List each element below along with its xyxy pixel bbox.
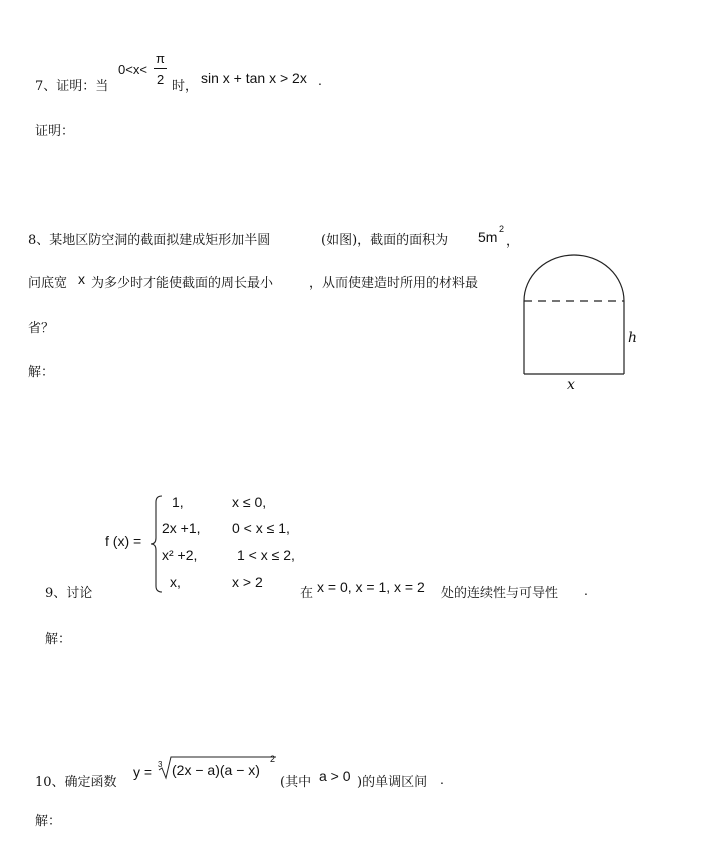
problem-9-at: 在	[300, 586, 314, 601]
semicircle-arc	[524, 255, 624, 301]
problem-9-points: x = 0, x = 1, x = 2	[317, 579, 425, 595]
problem-10-func-y: y =	[133, 764, 153, 780]
problem-8-line1-b: (如图)，截面的面积为	[321, 233, 449, 248]
problem-10-note-b: )的单调区间	[357, 775, 428, 790]
problem-10-radicand-sup: 2	[270, 754, 276, 764]
case-2-value: 2x +1,	[162, 520, 201, 536]
problem-7-shi: 时，	[172, 79, 199, 94]
problem-10-root-index: 3	[158, 760, 163, 769]
problem-7-pi: π	[156, 51, 165, 66]
problem-10-note-a: (其中	[280, 775, 312, 790]
problem-8-line2-c: ，从而使建造时所用的材料最	[309, 276, 479, 291]
case-1-value: 1,	[172, 494, 184, 510]
problem-9-number: 9、讨论	[45, 586, 93, 601]
problem-9-solution-label: 解：	[45, 632, 72, 647]
problem-7-inequality: sin x + tan x > 2x	[201, 70, 307, 86]
tunnel-cross-section-figure	[515, 250, 655, 395]
problem-10-note-cond: a > 0	[319, 768, 351, 784]
problem-9-tail: 处的连续性与可导性	[441, 586, 559, 601]
problem-8-line2-b: 为多少时才能使截面的周长最小	[91, 276, 274, 291]
problem-7-period: .	[318, 72, 322, 88]
problem-8-line1-a: 8、某地区防空洞的截面拟建成矩形加半圆	[28, 233, 271, 248]
case-3-condition: 1 < x ≤ 2,	[237, 547, 295, 563]
problem-7-condition-lhs: 0<x<	[118, 62, 147, 77]
problem-8-solution-label: 解：	[28, 365, 55, 380]
problem-7-two: 2	[157, 72, 165, 87]
problem-8-area-sup: 2	[499, 224, 505, 234]
problem-10-period: .	[440, 771, 444, 787]
case-4-value: x,	[170, 574, 181, 590]
problem-8-comma: ，	[506, 234, 520, 249]
problem-8-area: 5m	[478, 229, 498, 245]
problem-10-solution-label: 解：	[35, 814, 62, 829]
case-3-value: x² +2,	[162, 547, 198, 563]
problem-9-period: .	[584, 582, 588, 598]
problem-8-line2-x: x	[78, 271, 85, 287]
figure-label-x: x	[567, 377, 575, 393]
problem-8-line3: 省？	[28, 321, 55, 336]
case-2-condition: 0 < x ≤ 1,	[232, 520, 290, 536]
problem-8-line2-a: 问底宽	[28, 276, 68, 291]
problem-7-proof-label: 证明：	[35, 124, 75, 139]
problem-10-number: 10、确定函数	[35, 775, 117, 790]
case-1-condition: x ≤ 0,	[232, 494, 267, 510]
problem-10-radicand: (2x − a)(a − x)	[172, 762, 260, 778]
figure-label-h: h	[628, 330, 638, 346]
piecewise-brace	[150, 494, 164, 594]
problem-7-fraction-bar	[154, 68, 167, 69]
problem-7-number: 7、证明：当	[35, 79, 109, 94]
case-4-condition: x > 2	[232, 574, 263, 590]
problem-9-func: f (x) =	[105, 533, 142, 549]
